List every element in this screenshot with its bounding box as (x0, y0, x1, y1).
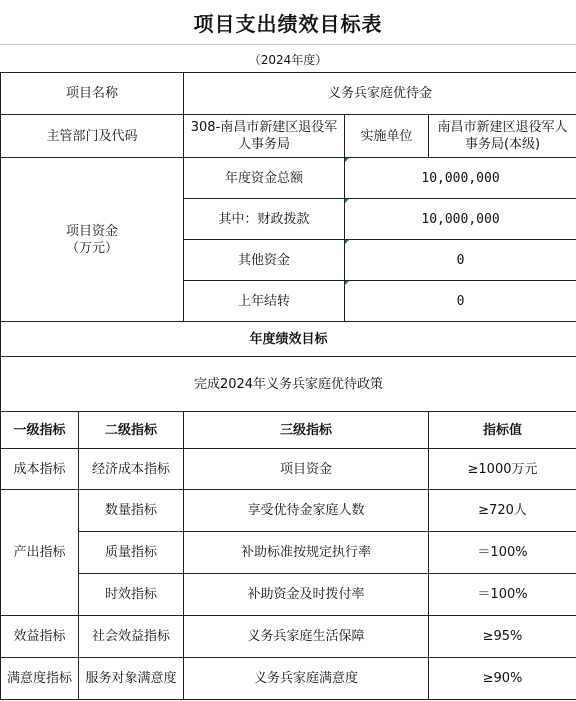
indicator-value: ＝100% (429, 532, 576, 574)
level1-indicator: 满意度指标 (1, 658, 79, 700)
level2-indicator: 社会效益指标 (79, 616, 184, 658)
fund-row-label: 年度资金总额 (184, 158, 345, 199)
fund-row-value: 0 (345, 240, 576, 281)
level3-indicator: 项目资金 (184, 449, 429, 490)
table-title: 项目支出绩效目标表 (193, 11, 383, 36)
level2-indicator: 经济成本指标 (79, 449, 184, 490)
implementing-unit-value: 南昌市新建区退役军人事务局(本级) (429, 115, 576, 158)
level1-indicator: 成本指标 (1, 449, 79, 490)
fund-row-value: 0 (345, 281, 576, 322)
level3-indicator: 享受优待金家庭人数 (184, 490, 429, 532)
level1-indicator: 产出指标 (1, 490, 79, 616)
fund-row-value: 10,000,000 (345, 158, 576, 199)
department-value: 308-南昌市新建区退役军人事务局 (184, 115, 345, 158)
annual-goals-header: 年度绩效目标 (1, 322, 576, 357)
level2-indicator: 质量指标 (79, 532, 184, 574)
fund-row-label: 上年结转 (184, 281, 345, 322)
department-label: 主管部门及代码 (1, 115, 184, 158)
level3-indicator: 补助资金及时拨付率 (184, 574, 429, 616)
indicator-value: ≥1000万元 (429, 449, 576, 490)
fund-row-label: 其他资金 (184, 240, 345, 281)
implementing-unit-label: 实施单位 (345, 115, 429, 158)
indicator-value: ≥95% (429, 616, 576, 658)
level2-indicator: 时效指标 (79, 574, 184, 616)
column-header: 二级指标 (79, 412, 184, 449)
year-label: （2024年度） (0, 44, 576, 73)
level2-indicator: 服务对象满意度 (79, 658, 184, 700)
fund-row-value: 10,000,000 (345, 199, 576, 240)
fund-row-label: 其中：财政拨款 (184, 199, 345, 240)
column-header: 指标值 (429, 412, 576, 449)
indicator-value: ≥90% (429, 658, 576, 700)
column-header: 三级指标 (184, 412, 429, 449)
project-name-label: 项目名称 (1, 73, 184, 115)
indicator-value: ＝100% (429, 574, 576, 616)
annual-goals-text: 完成2024年义务兵家庭优待政策 (1, 357, 576, 412)
level1-indicator: 效益指标 (1, 616, 79, 658)
project-funds-label: 项目资金 （万元） (1, 158, 184, 322)
level3-indicator: 义务兵家庭满意度 (184, 658, 429, 700)
level3-indicator: 义务兵家庭生活保障 (184, 616, 429, 658)
indicator-value: ≥720人 (429, 490, 576, 532)
column-header: 一级指标 (1, 412, 79, 449)
level2-indicator: 数量指标 (79, 490, 184, 532)
performance-table (0, 72, 576, 700)
project-name-value: 义务兵家庭优待金 (184, 73, 576, 115)
level3-indicator: 补助标准按规定执行率 (184, 532, 429, 574)
